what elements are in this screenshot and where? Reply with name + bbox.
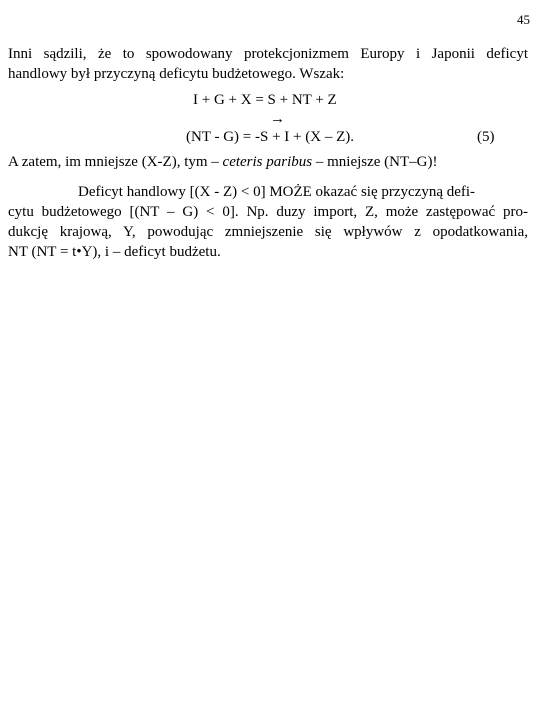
arrow-icon: →: [270, 111, 285, 127]
paragraph-2-suffix: – mniejsze (NT–G)!: [312, 154, 438, 170]
paragraph-1-line-1: Inni sądzili, że to spowodowany protekcjonizmem Europy i Japonii deficyt: [8, 46, 528, 62]
paragraph-1-line-2: handlowy był przyczyną deficytu budżetowego. Wszak:: [8, 66, 345, 82]
equation-1: I + G + X = S + NT + Z: [193, 92, 337, 108]
paragraph-2-prefix: A zatem, im mniejsze (X-Z), tym –: [8, 154, 223, 170]
paragraph-2: [8, 154, 438, 171]
paragraph-3-line-1: Deficyt handlowy [(X - Z) < 0] MOŻE okazać się przyczyną defi-: [78, 184, 476, 200]
page-number: 45: [517, 12, 530, 27]
paragraph-3-line-3: dukcję krajową, Y, powodując zmniejszenie się wpływów z opodatkowania,: [8, 224, 528, 240]
paragraph-3-line-2: cytu budżetowego [(NT – G) < 0]. Np. duzy import, Z, może zastępować pro-: [8, 204, 528, 220]
equation-number: (5): [477, 129, 495, 145]
paragraph-2-italic: ceteris paribus: [222, 154, 313, 170]
equation-2: (NT - G) = -S + I + (X – Z).: [186, 129, 354, 145]
paragraph-3-line-4: NT (NT = t•Y), i – deficyt budżetu.: [8, 244, 221, 260]
